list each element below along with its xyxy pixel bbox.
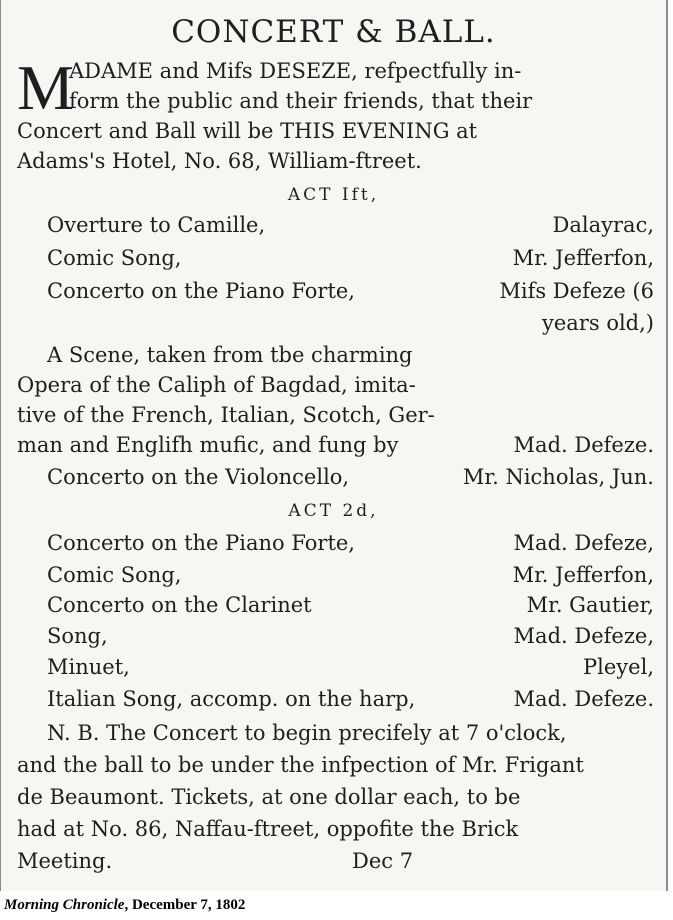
program-performer: Mad. Defeze,: [513, 531, 654, 555]
program-row: [47, 590, 654, 620]
advert-title: CONCERT & BALL.: [171, 14, 496, 50]
intro-line-1: ADAME and Mifs DESEZE, refpectfully in-: [69, 59, 522, 83]
scene-line-1: A Scene, taken from tbe charming: [47, 343, 413, 367]
scene-line-2: Opera of the Caliph of Bagdad, imita-: [17, 373, 416, 397]
publication-date: , December 7, 1802: [124, 897, 246, 913]
program-row: [47, 621, 654, 651]
advert-date: Dec 7: [352, 849, 414, 873]
program-row: [47, 652, 654, 682]
program-row: [47, 528, 654, 558]
program-piece: Italian Song, accomp. on the harp,: [47, 687, 416, 711]
program-performer: Mad. Defeze,: [513, 624, 654, 648]
nb-text: Meeting.: [17, 849, 113, 873]
scene-text: man and Englifh mufic, and fung by: [17, 433, 399, 457]
scene-line-4: [17, 430, 654, 460]
act-2-heading: ACT 2d,: [288, 501, 379, 521]
source-caption: [4, 894, 245, 916]
nb-line-3: de Beaumont. Tickets, at one dollar each, to be: [17, 785, 521, 809]
program-performer: Mifs Defeze (6: [499, 279, 654, 303]
program-performer: Mad. Defeze.: [513, 433, 654, 457]
program-piece: Concerto on the Piano Forte,: [47, 531, 355, 555]
program-performer: Mr. Jefferfon,: [512, 563, 654, 587]
program-piece: Minuet,: [47, 655, 130, 679]
program-row: [47, 560, 654, 590]
program-row: [47, 210, 654, 240]
program-row: [47, 462, 654, 492]
program-performer-continued: years old,): [542, 311, 654, 335]
act-1-heading: ACT Ift,: [287, 185, 380, 205]
program-piece: Song,: [47, 624, 108, 648]
program-piece: Overture to Camille,: [47, 213, 266, 237]
program-piece: Comic Song,: [47, 563, 182, 587]
program-row: [47, 243, 654, 273]
program-performer: Mad. Defeze.: [513, 687, 654, 711]
intro-line-3: Concert and Ball will be THIS EVENING at: [17, 119, 478, 143]
program-piece: Comic Song,: [47, 246, 182, 270]
program-row: [47, 684, 654, 714]
program-piece: Concerto on the Piano Forte,: [47, 279, 355, 303]
program-performer: Mr. Gautier,: [526, 593, 654, 617]
program-row: [47, 276, 654, 306]
nb-line-1: N. B. The Concert to begin precifely at 7 o'clock,: [47, 721, 567, 745]
intro-line-4: Adams's Hotel, No. 68, William-ftreet.: [17, 149, 422, 173]
program-piece: Concerto on the Violoncello,: [47, 465, 350, 489]
nb-line-5: [17, 846, 654, 876]
newspaper-name: Morning Chronicle: [4, 897, 125, 913]
intro-line-2: form the public and their friends, that their: [69, 89, 533, 113]
nb-line-4: had at No. 86, Naffau-ftreet, oppofite the Brick: [17, 817, 519, 841]
nb-line-2: and the ball to be under the infpection of Mr. Frigant: [17, 753, 584, 777]
scene-line-3: tive of the French, Italian, Scotch, Ger-: [17, 403, 435, 427]
program-performer: Pleyel,: [583, 655, 654, 679]
program-performer: Mr. Nicholas, Jun.: [462, 465, 654, 489]
program-performer: Dalayrac,: [552, 213, 654, 237]
drop-cap: M: [17, 52, 74, 123]
program-performer: Mr. Jefferfon,: [512, 246, 654, 270]
program-piece: Concerto on the Clarinet: [47, 593, 312, 617]
